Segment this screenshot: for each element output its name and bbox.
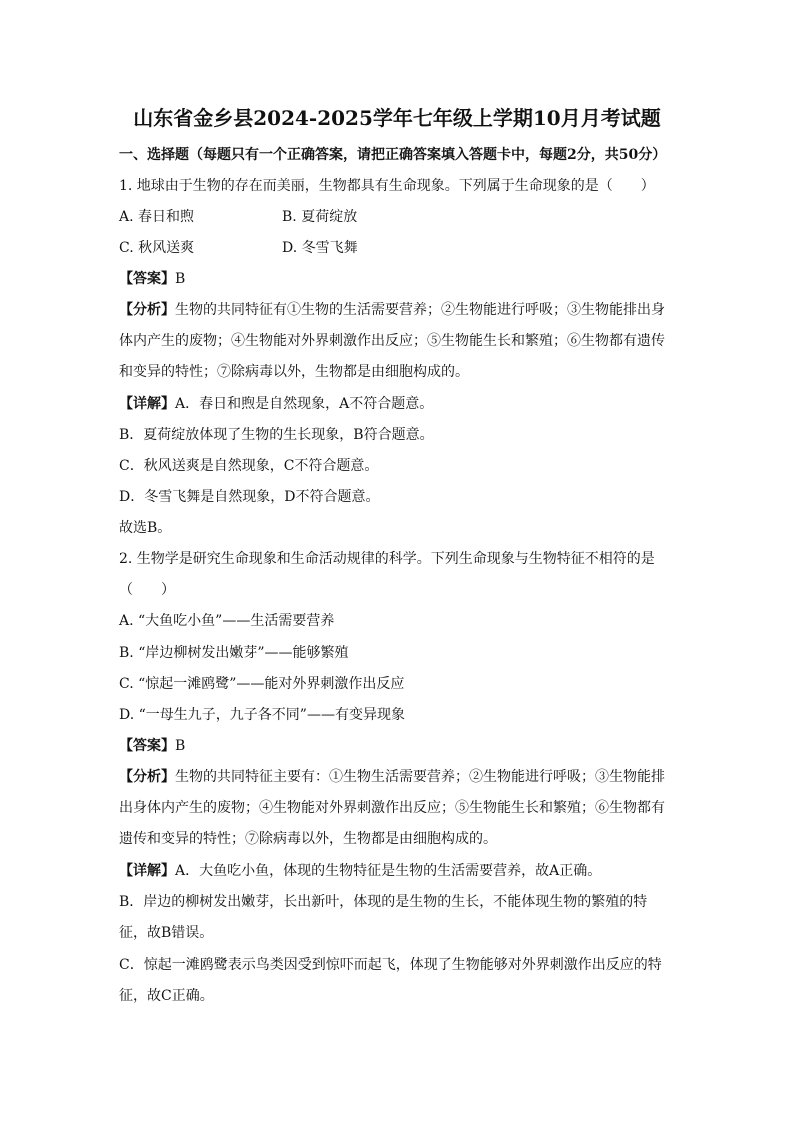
page-title: 山东省金乡县2024-2025学年七年级上学期10月月考试题 (133, 106, 661, 130)
q2-detail-c-line-1: C．惊起一滩鸥鹭表示鸟类因受到惊吓而起飞，体现了生物能够对外界刺激作出反应的特 (119, 957, 662, 973)
analysis-tag: 【分析】 (119, 302, 175, 318)
q2-option-b: B. “岸边柳树发出嫩芽”——能够繁殖 (119, 645, 349, 661)
q2-option-c: C. “惊起一滩鸥鹭”——能对外界刺激作出反应 (119, 676, 405, 692)
q1-option-b: B. 夏荷绽放 (282, 209, 358, 225)
q2-analysis-line-3: 遗传和变异的特性；⑦除病毒以外，生物都是由细胞构成的。 (119, 831, 497, 847)
answer-value: B (175, 738, 186, 754)
q1-option-d: D. 冬雪飞舞 (282, 240, 358, 256)
answer-tag: 【答案】 (119, 271, 175, 287)
analysis-text: 生物的共同特征有①生物的生活需要营养；②生物能进行呼吸；③生物能排出身 (175, 302, 665, 318)
q1-analysis-line-1 (119, 300, 665, 320)
detail-text: A．大鱼吃小鱼，体现的生物特征是生物的生活需要营养，故A正确。 (175, 863, 602, 879)
q2-option-d: D. “一母生九子，九子各不同”——有变异现象 (119, 707, 405, 723)
q1-detail-b: B．夏荷绽放体现了生物的生长现象，B符合题意。 (119, 427, 434, 443)
q1-stem: 1. 地球由于生物的存在而美丽，生物都具有生命现象。下列属于生命现象的是（ ） (119, 178, 655, 194)
analysis-tag: 【分析】 (119, 769, 175, 785)
q1-detail-d: D．冬雪飞舞是自然现象，D不符合题意。 (119, 489, 380, 505)
q1-conclusion: 故选B。 (119, 520, 172, 536)
q2-stem-line-2: （ ） (119, 582, 175, 598)
q2-analysis-line-1 (119, 767, 665, 787)
q2-answer (119, 736, 185, 756)
q1-option-a: A. 春日和煦 (119, 209, 195, 225)
q2-detail-c-line-2: 征，故C正确。 (119, 988, 214, 1004)
q1-analysis-line-3: 和变异的特性；⑦除病毒以外，生物都是由细胞构成的。 (119, 364, 469, 380)
analysis-text: 生物的共同特征主要有：①生物生活需要营养；②生物能进行呼吸；③生物能排 (175, 769, 665, 785)
answer-value: B (175, 271, 186, 287)
q2-detail-b-line-2: 征，故B错误。 (119, 925, 214, 941)
answer-tag: 【答案】 (119, 738, 175, 754)
q2-detail-a (119, 861, 601, 881)
q1-option-c: C. 秋风送爽 (119, 240, 195, 256)
q2-stem-line-1: 2. 生物学是研究生命现象和生命活动规律的科学。下列生命现象与生物特征不相符的是 (119, 551, 655, 567)
section-heading: 一、选择题（每题只有一个正确答案，请把正确答案填入答题卡中，每题2分，共50分） (119, 147, 667, 163)
detail-tag: 【详解】 (119, 863, 175, 879)
q2-detail-b-line-1: B．岸边的柳树发出嫩芽，长出新叶，体现的是生物的生长，不能体现生物的繁殖的特 (119, 894, 648, 910)
q1-analysis-line-2: 体内产生的废物；④生物能对外界刺激作出反应；⑤生物能生长和繁殖；⑥生物都有遗传 (119, 333, 665, 349)
q2-analysis-line-2: 出身体内产生的废物；④生物能对外界刺激作出反应；⑤生物能生长和繁殖；⑥生物都有 (119, 800, 665, 816)
q1-answer (119, 269, 185, 289)
q2-option-a: A. “大鱼吃小鱼”——生活需要营养 (119, 613, 335, 629)
q1-detail-a (119, 394, 433, 414)
detail-tag: 【详解】 (119, 396, 175, 412)
detail-text: A．春日和煦是自然现象，A不符合题意。 (175, 396, 434, 412)
q1-detail-c: C．秋风送爽是自然现象，C不符合题意。 (119, 458, 379, 474)
